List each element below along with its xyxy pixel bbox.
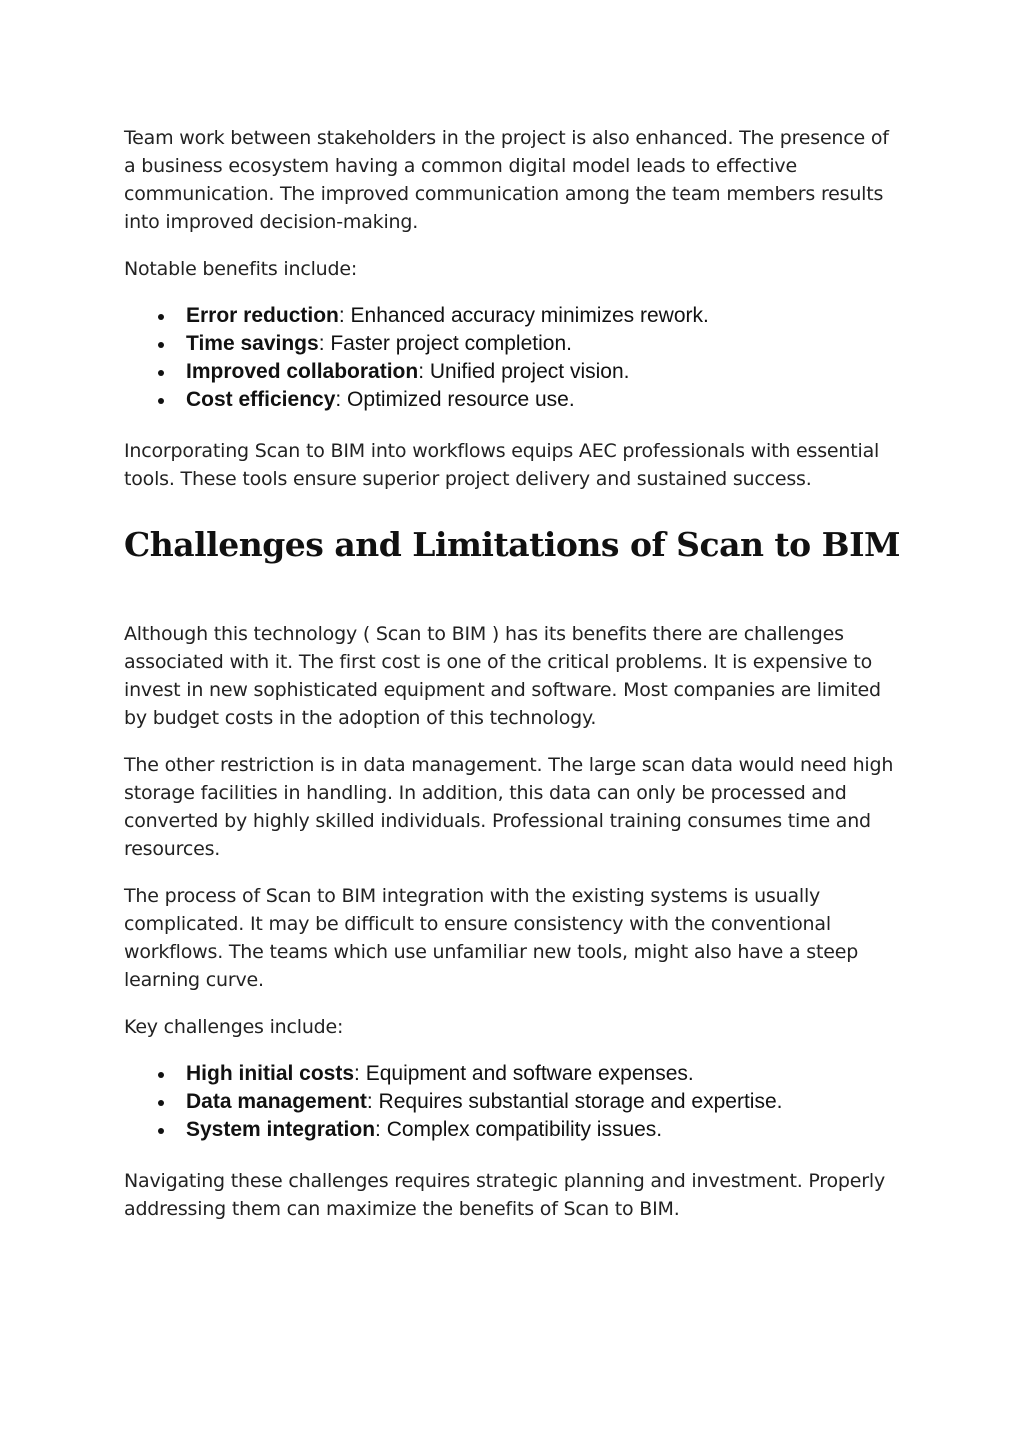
list-item-term: Data management [186,1090,367,1113]
bullet-icon [158,1100,164,1106]
document-page [124,124,904,1242]
list-item-term: Cost efficiency [186,388,336,411]
list-item [124,302,904,330]
list-item [124,358,904,386]
challenges-paragraph-1: Although this technology ( Scan to BIM ) has its benefits there are challenges associated with it. The first cost is one of the critical problems. It is expensive to invest in new sophisticated equipment and software. Most companies are limited by budget costs in the adoption of this technology. [124,623,881,729]
challenges-lead-in: Key challenges include: [124,1016,344,1038]
list-item-desc: : Equipment and software expenses. [354,1062,694,1085]
list-item-desc: : Optimized resource use. [335,388,575,411]
bullet-icon [158,342,164,348]
list-item [124,1116,904,1144]
list-item [124,1088,904,1116]
list-item-term: Improved collaboration [186,360,419,383]
bullet-icon [158,1072,164,1078]
bullet-icon [158,398,164,404]
challenges-list [124,1060,904,1144]
list-item-term: Time savings [186,332,319,355]
list-item [124,1060,904,1088]
benefits-list [124,302,904,414]
challenges-paragraph-2: The other restriction is in data management. The large scan data would need high storage facilities in handling. In addition, this data can only be processed and converted by highly skilled individuals. Professional training consumes time and resources. [124,754,894,860]
list-item [124,386,904,414]
list-item [124,330,904,358]
benefits-conclusion: Incorporating Scan to BIM into workflows equips AEC professionals with essential tools. These tools ensure superior project delivery and sustained success. [124,440,880,490]
section-heading: Challenges and Limitations of Scan to BIM [124,525,901,564]
benefits-lead-in: Notable benefits include: [124,258,358,280]
list-item-desc: : Requires substantial storage and expertise. [366,1090,783,1113]
list-item-term: System integration [186,1118,376,1141]
bullet-icon [158,370,164,376]
challenges-paragraph-3: The process of Scan to BIM integration with the existing systems is usually complicated. It may be difficult to ensure consistency with the conventional workflows. The teams which use unfamiliar new tools, might also have a steep learning curve. [124,885,859,991]
challenges-conclusion: Navigating these challenges requires strategic planning and investment. Properly addressing them can maximize the benefits of Scan to BIM. [124,1170,885,1220]
list-item-desc: : Faster project completion. [318,332,572,355]
list-item-desc: : Enhanced accuracy minimizes rework. [338,304,709,327]
list-item-desc: : Unified project vision. [418,360,630,383]
list-item-term: High initial costs [186,1062,355,1085]
bullet-icon [158,314,164,320]
intro-paragraph: Team work between stakeholders in the project is also enhanced. The presence of a business ecosystem having a common digital model leads to effective communication. The improved communication among the team members results into improved decision-making. [124,127,889,233]
list-item-term: Error reduction [186,304,339,327]
bullet-icon [158,1128,164,1134]
list-item-desc: : Complex compatibility issues. [375,1118,663,1141]
